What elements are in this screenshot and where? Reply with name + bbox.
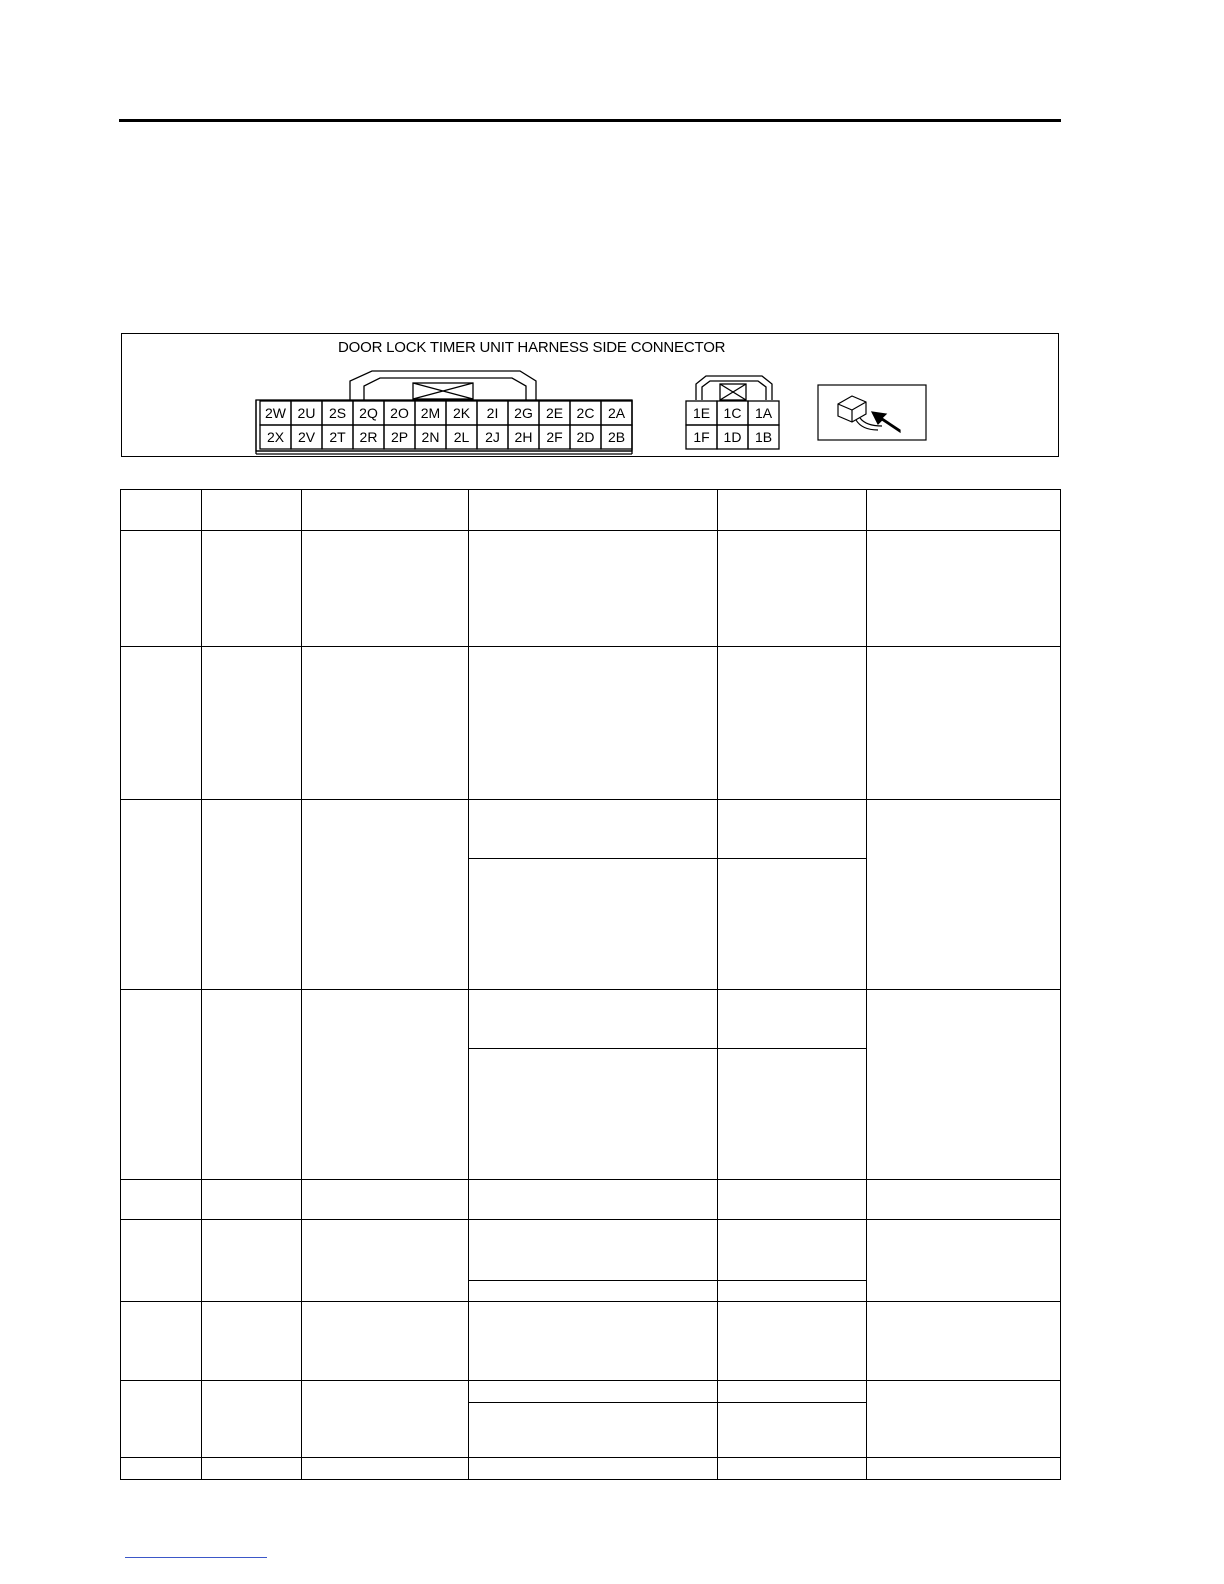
connector-2-pin-label: 2J	[485, 429, 500, 445]
table-cell	[718, 1381, 867, 1403]
table-cell	[469, 1403, 718, 1458]
connector-2-pin-label: 2V	[297, 429, 316, 445]
connector-2-pin-label: 2Q	[359, 405, 378, 421]
header-cell	[718, 490, 867, 531]
table-cell	[202, 1220, 302, 1302]
table-cell	[718, 647, 867, 800]
connector-2-pin-label: 2S	[328, 405, 347, 421]
table-row	[121, 647, 1061, 800]
table-cell	[202, 1180, 302, 1220]
connector-2-pin-label: 2X	[266, 429, 285, 445]
table-cell	[121, 531, 202, 647]
table-cell	[718, 800, 867, 859]
table-cell	[121, 1458, 202, 1480]
table-row	[121, 1220, 1061, 1281]
table-cell	[469, 1281, 718, 1302]
connector-2-pin-label: 2B	[607, 429, 626, 445]
table-cell	[202, 1302, 302, 1381]
connector-2-pin-label: 2A	[607, 405, 626, 421]
table-row	[121, 531, 1061, 647]
header-cell	[121, 490, 202, 531]
connector-2-pin-label: 2M	[420, 405, 441, 421]
table-cell	[718, 1302, 867, 1381]
header-cell	[202, 490, 302, 531]
table-cell	[469, 1220, 718, 1281]
table-cell	[469, 859, 718, 990]
connector-2-pin-label: 2C	[576, 405, 595, 421]
connector-2-pin-label: 2R	[359, 429, 378, 445]
table-cell	[469, 1180, 718, 1220]
connector-2-pin-label: 2K	[452, 405, 471, 421]
connector-2-pin-label: 2L	[453, 429, 470, 445]
table-cell	[867, 1180, 1061, 1220]
table-cell	[202, 800, 302, 990]
table-cell	[718, 531, 867, 647]
table-cell	[302, 1180, 469, 1220]
header-cell	[867, 490, 1061, 531]
table-cell	[867, 990, 1061, 1180]
table-row	[121, 990, 1061, 1049]
table-cell	[718, 990, 867, 1049]
table-cell	[302, 531, 469, 647]
connector-1-pin-label: 1D	[723, 429, 742, 445]
table-cell	[718, 859, 867, 990]
table-cell	[718, 1220, 867, 1281]
table-row	[121, 1381, 1061, 1403]
connector-1-pin-label: 1A	[754, 405, 773, 421]
connector-2-pin-label: 2G	[514, 405, 533, 421]
table-cell	[718, 1458, 867, 1480]
connector-1-pin-label: 1E	[692, 405, 711, 421]
table-cell	[121, 1180, 202, 1220]
connector-2	[256, 371, 632, 454]
table-cell	[469, 1381, 718, 1403]
table-cell	[302, 647, 469, 800]
connector-view-icon	[818, 385, 926, 440]
connector-1-pin-label: 1F	[693, 429, 710, 445]
connector-2-pin-label: 2P	[390, 429, 409, 445]
pin-table	[120, 489, 1061, 1480]
table-row	[121, 1302, 1061, 1381]
table-cell	[867, 1302, 1061, 1381]
connector-1-lock-tab	[696, 376, 772, 400]
connector-2-pin-label: 2T	[329, 429, 346, 445]
table-cell	[302, 1381, 469, 1458]
footer-link-underline	[125, 1557, 267, 1558]
header-cell	[302, 490, 469, 531]
connector-2-pin-label: 2E	[545, 405, 564, 421]
table-cell	[469, 800, 718, 859]
connector-2-pin-label: 2H	[514, 429, 533, 445]
connector-2-pin-label: 2N	[421, 429, 440, 445]
connector-2-pin-label: 2O	[390, 405, 409, 421]
table-cell	[867, 1220, 1061, 1302]
table-cell	[718, 1281, 867, 1302]
table-cell	[121, 1381, 202, 1458]
top-rule	[119, 119, 1061, 122]
table-cell	[302, 1302, 469, 1381]
table-row	[121, 1458, 1061, 1480]
table-cell	[867, 1458, 1061, 1480]
table-cell	[121, 1220, 202, 1302]
figure-title: DOOR LOCK TIMER UNIT HARNESS SIDE CONNECTOR	[338, 339, 726, 356]
connector-2-pin-label: 2I	[486, 405, 499, 421]
table-cell	[469, 1049, 718, 1180]
table-cell	[718, 1180, 867, 1220]
table-cell	[718, 1049, 867, 1180]
table-cell	[302, 800, 469, 990]
table-cell	[718, 1403, 867, 1458]
table-cell	[202, 647, 302, 800]
table-cell	[302, 1458, 469, 1480]
connector-1-pin-label: 1B	[754, 429, 773, 445]
table-cell	[121, 800, 202, 990]
connector-2-lock-tab	[350, 371, 536, 400]
table-cell	[202, 1458, 302, 1480]
table-row	[121, 1180, 1061, 1220]
connector-1-pin-label: 1C	[723, 405, 742, 421]
table-cell	[202, 1381, 302, 1458]
table-cell	[121, 1302, 202, 1381]
table-cell	[469, 647, 718, 800]
connector-diagram	[122, 334, 1058, 456]
connector-2-pin-label: 2D	[576, 429, 595, 445]
table-cell	[202, 990, 302, 1180]
table-cell	[121, 647, 202, 800]
table-cell	[867, 800, 1061, 990]
table-cell	[121, 990, 202, 1180]
table-cell	[202, 531, 302, 647]
connector-2-pin-label: 2W	[265, 405, 286, 421]
table-cell	[867, 647, 1061, 800]
table-header-row	[121, 490, 1061, 531]
table-row	[121, 800, 1061, 859]
table-cell	[469, 1458, 718, 1480]
header-cell	[469, 490, 718, 531]
table-cell	[867, 531, 1061, 647]
connector-2-pin-label: 2U	[297, 405, 316, 421]
table-cell	[302, 1220, 469, 1302]
table-cell	[469, 531, 718, 647]
table-cell	[867, 1381, 1061, 1458]
table-cell	[302, 990, 469, 1180]
connector-1	[686, 376, 779, 449]
connector-2-pin-label: 2F	[546, 429, 563, 445]
connector-figure	[121, 333, 1059, 457]
table-cell	[469, 990, 718, 1049]
table-cell	[469, 1302, 718, 1381]
